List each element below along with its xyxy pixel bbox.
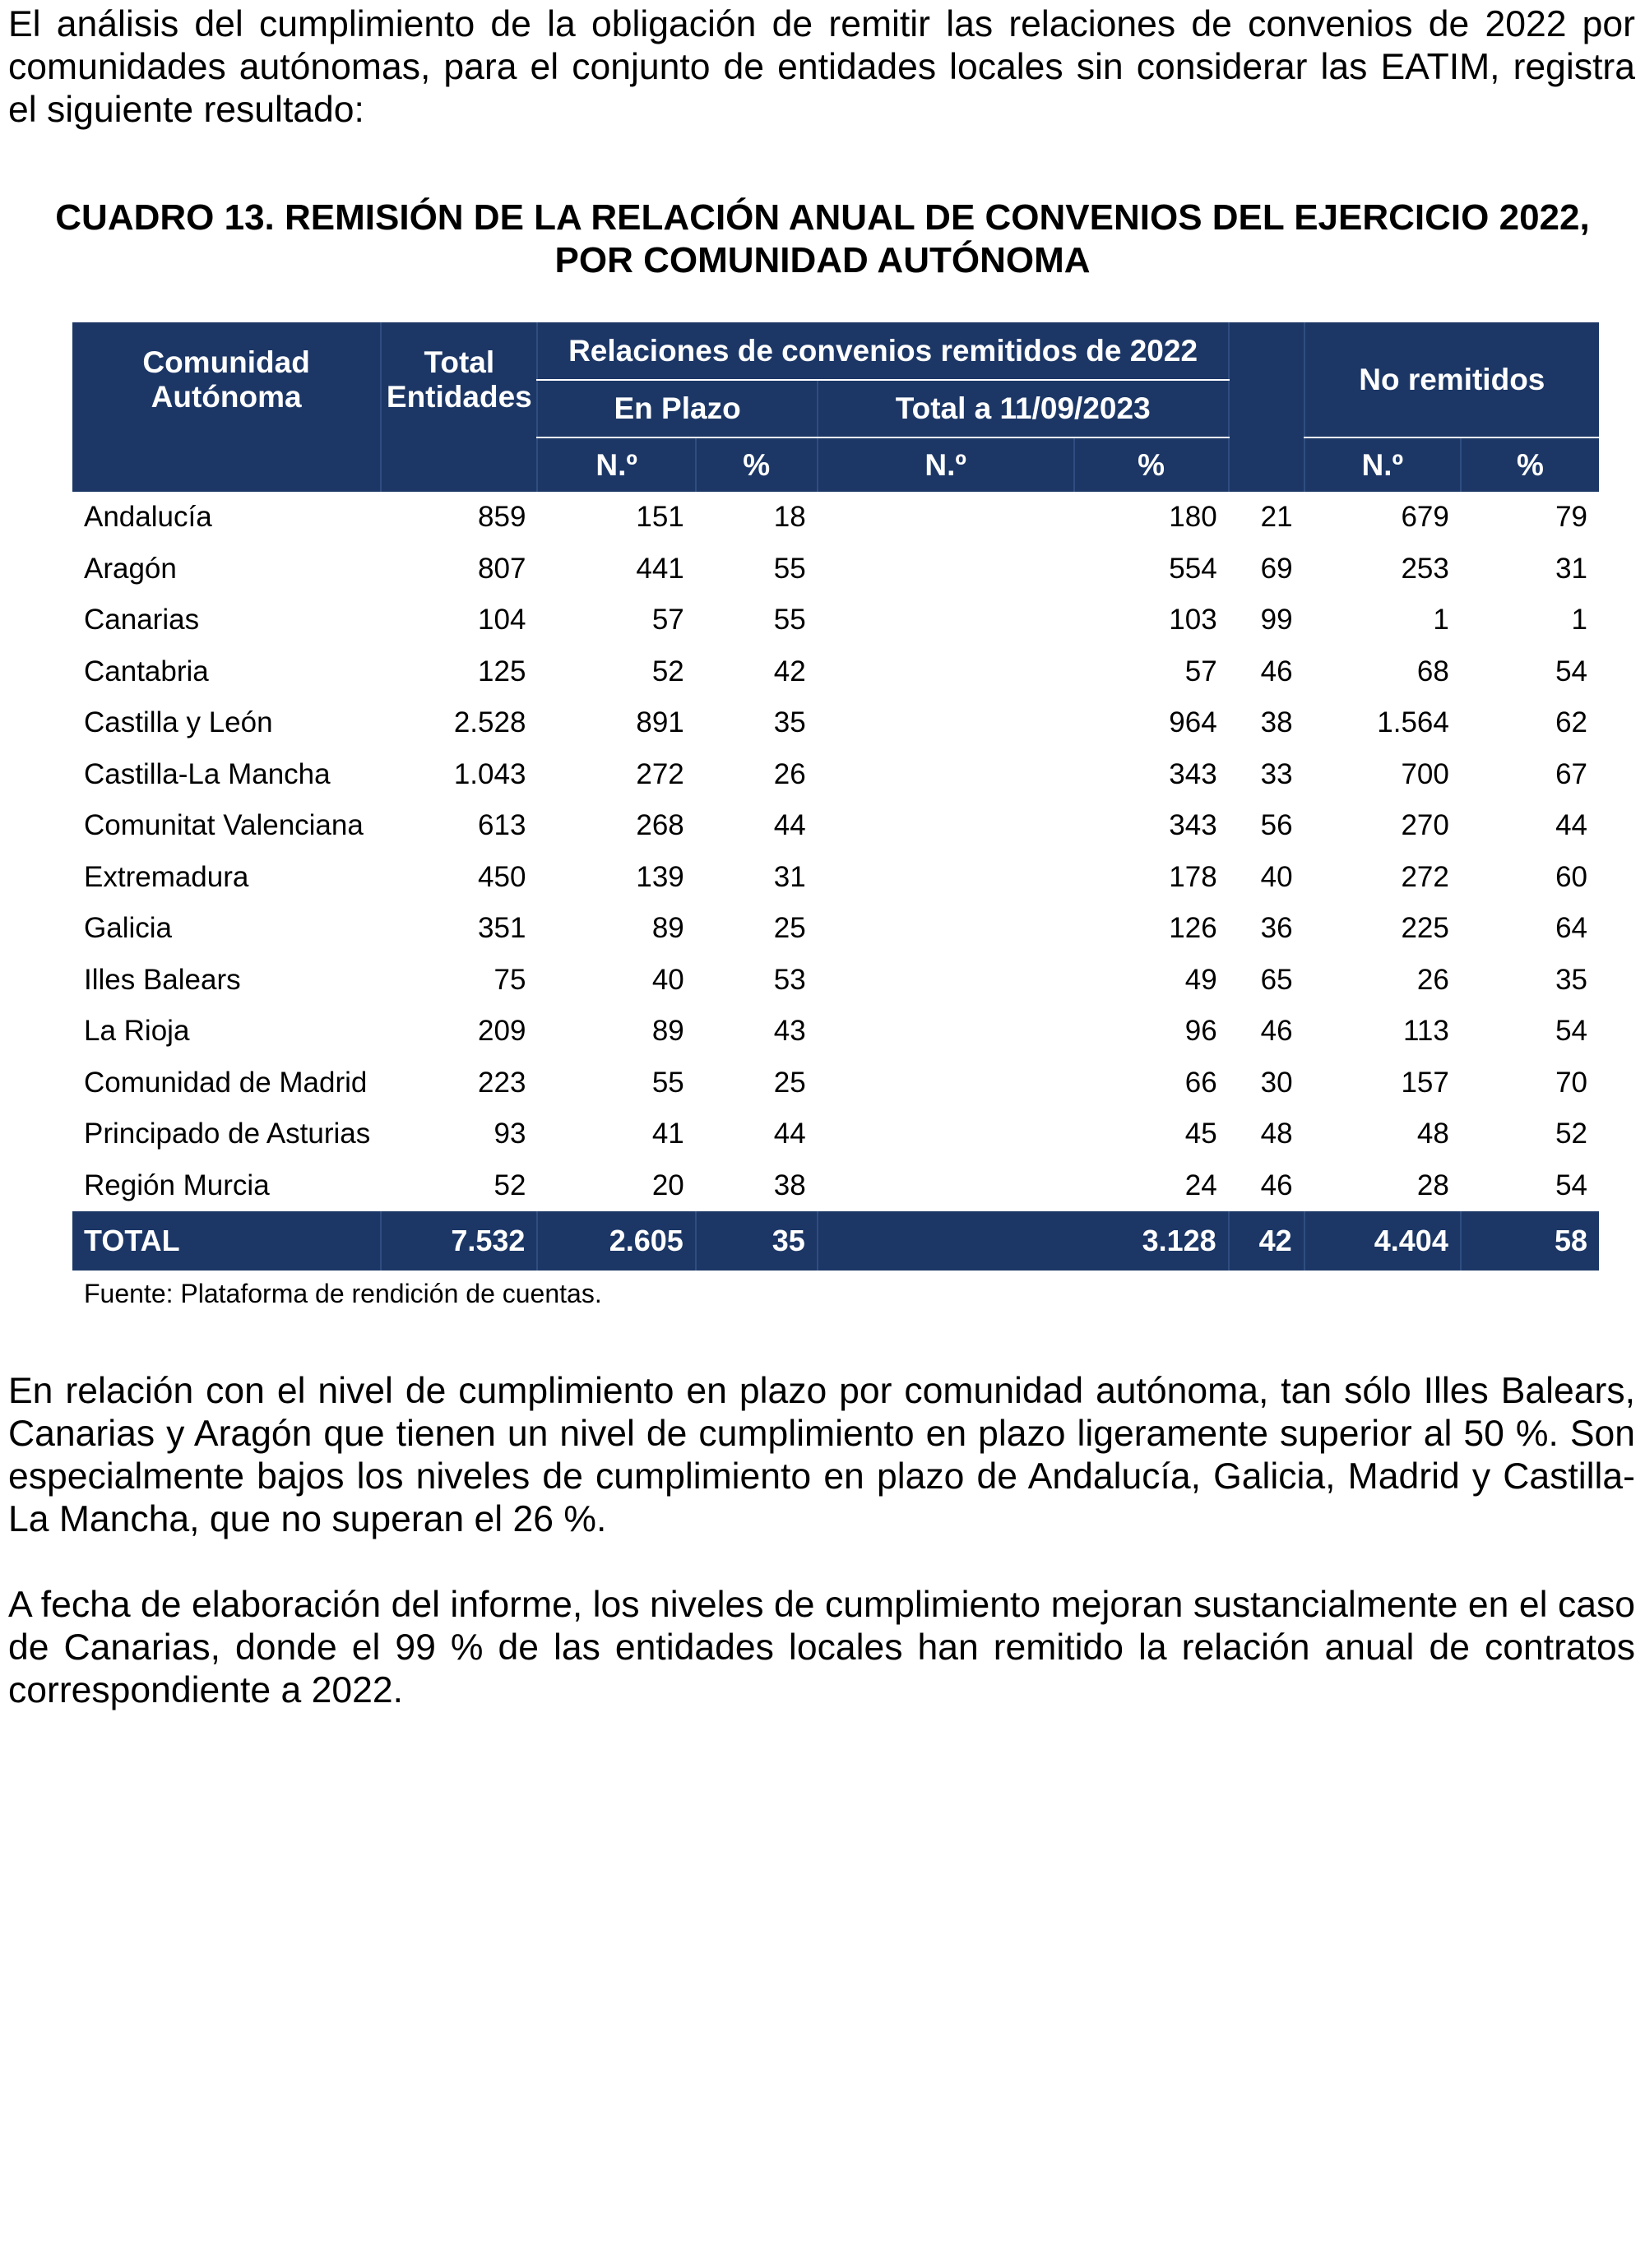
cell-total: 2.528 (453, 706, 526, 739)
cell-total: 104 (478, 604, 526, 636)
header-plazo-pct: % (696, 437, 818, 492)
header-comunidad-line2: Autónoma (151, 380, 302, 414)
cell-fecha-n: 57 (1184, 655, 1217, 687)
total-row-plazo-pct: 35 (696, 1211, 818, 1271)
cell-fecha-n: 343 (1169, 757, 1217, 790)
header-en-plazo: En Plazo (537, 380, 817, 437)
cell-name: Comunidad de Madrid (84, 1066, 368, 1099)
cell-fecha-n: 24 (1184, 1169, 1217, 1201)
cell-fecha-n: 554 (1169, 552, 1217, 585)
cell-total: 1.043 (453, 757, 526, 790)
cell-fecha-n: 96 (1184, 1015, 1217, 1048)
cell-plazo-p: 44 (773, 1118, 806, 1150)
table-row (72, 697, 1599, 749)
cell-fecha-p: 46 (1260, 655, 1293, 687)
cell-name: Castilla y León (84, 706, 273, 739)
cell-no-n: 270 (1401, 809, 1449, 842)
header-blank-2 (381, 437, 537, 492)
total-row (72, 1211, 1599, 1271)
cell-total: 52 (494, 1169, 526, 1201)
header-plazo-num: N.º (537, 437, 695, 492)
cell-plazo-p: 43 (773, 1015, 806, 1048)
cell-plazo-n: 89 (651, 1015, 684, 1048)
cell-total: 209 (478, 1015, 526, 1048)
cell-fecha-p: 48 (1260, 1118, 1293, 1150)
table-row (72, 595, 1599, 646)
convenios-table-container (72, 322, 1599, 1271)
cell-no-p: 31 (1555, 552, 1587, 585)
table-row (72, 1058, 1599, 1109)
table-row (72, 544, 1599, 595)
cell-name: Aragón (84, 552, 177, 585)
cell-no-p: 44 (1555, 809, 1587, 842)
cell-total: 351 (478, 912, 526, 945)
cell-no-n: 272 (1401, 860, 1449, 893)
cell-fecha-p: 36 (1260, 912, 1293, 945)
header-no-remitidos: No remitidos (1304, 322, 1599, 437)
cell-total: 125 (478, 655, 526, 687)
cell-no-n: 700 (1401, 757, 1449, 790)
cell-total: 613 (478, 809, 526, 842)
cell-no-p: 67 (1555, 757, 1587, 790)
table-row (72, 955, 1599, 1007)
cell-fecha-n: 126 (1169, 912, 1217, 945)
cell-plazo-n: 20 (651, 1169, 684, 1201)
table-footer (72, 1211, 1599, 1271)
header-spacer (1229, 322, 1304, 380)
cell-no-p: 79 (1555, 501, 1587, 534)
table-caption (0, 197, 1645, 282)
cell-plazo-p: 55 (773, 604, 806, 636)
total-row-fecha-num: 3.128 (818, 1211, 1229, 1271)
cell-plazo-n: 89 (651, 912, 684, 945)
cell-plazo-n: 139 (636, 860, 684, 893)
header-group-remitidos: Relaciones de convenios remitidos de 2022 (537, 322, 1228, 380)
header-blank-3 (1229, 437, 1304, 492)
total-row-entidades: 7.532 (381, 1211, 537, 1271)
cell-fecha-n: 49 (1184, 963, 1217, 996)
cell-name: Canarias (84, 604, 200, 636)
cell-name: Comunitat Valenciana (84, 809, 364, 842)
header-blank-1 (72, 437, 381, 492)
table-body (72, 492, 1599, 1211)
cell-plazo-p: 55 (773, 552, 806, 585)
cell-no-p: 70 (1555, 1066, 1587, 1099)
header-comunidad-line1: Comunidad (142, 345, 310, 379)
total-row-fecha-pct: 42 (1229, 1211, 1304, 1271)
cell-total: 75 (494, 963, 526, 996)
cell-plazo-n: 52 (651, 655, 684, 687)
cell-fecha-p: 38 (1260, 706, 1293, 739)
update-paragraph: A fecha de elaboración del informe, los niveles de cumplimiento mejoran sustancialmente en el caso de Canarias, donde el 99 % de las entidades locales han remitido la relación anual de contratos correspondiente a 2022. (8, 1585, 1635, 1710)
cell-no-p: 1 (1571, 604, 1587, 636)
cell-total: 223 (478, 1066, 526, 1099)
cell-no-n: 28 (1416, 1169, 1449, 1201)
cell-plazo-p: 26 (773, 757, 806, 790)
table-row (72, 1160, 1599, 1212)
caption-line-1: CUADRO 13. REMISIÓN DE LA RELACIÓN ANUAL DE CONVENIOS DEL EJERCICIO 2022, (55, 197, 1590, 238)
cell-no-n: 113 (1403, 1015, 1449, 1048)
cell-fecha-p: 69 (1260, 552, 1293, 585)
cell-no-p: 35 (1555, 963, 1587, 996)
table-row (72, 492, 1599, 544)
cell-no-p: 60 (1555, 860, 1587, 893)
cell-no-p: 64 (1555, 912, 1587, 945)
cell-plazo-n: 272 (636, 757, 684, 790)
header-fecha-pct: % (1074, 437, 1229, 492)
cell-name: Región Murcia (84, 1169, 270, 1201)
header-fecha-num: N.º (818, 437, 1074, 492)
cell-total: 807 (478, 552, 526, 585)
cell-fecha-n: 45 (1184, 1118, 1217, 1150)
header-total-fecha: Total a 11/09/2023 (818, 380, 1229, 437)
cell-total: 450 (478, 860, 526, 893)
cell-fecha-p: 21 (1260, 501, 1293, 534)
cell-plazo-p: 44 (773, 809, 806, 842)
convenios-table (72, 322, 1599, 1271)
cell-fecha-n: 964 (1169, 706, 1217, 739)
cell-plazo-p: 31 (773, 860, 806, 893)
cell-total: 93 (494, 1118, 526, 1150)
intro-paragraph: El análisis del cumplimiento de la obligación de remitir las relaciones de convenios de 2022 por comunidades autónomas, para el conjunto de entidades locales sin considerar las EATIM, registra el siguiente resultado: (8, 4, 1635, 130)
cell-fecha-p: 99 (1260, 604, 1293, 636)
caption-line-2: POR COMUNIDAD AUTÓNOMA (554, 240, 1091, 280)
cell-fecha-p: 56 (1260, 809, 1293, 842)
cell-plazo-n: 57 (651, 604, 684, 636)
table-row (72, 749, 1599, 801)
cell-name: Principado de Asturias (84, 1118, 371, 1150)
cell-no-n: 26 (1416, 963, 1449, 996)
cell-no-p: 52 (1555, 1118, 1587, 1150)
table-source-note: Fuente: Plataforma de rendición de cuentas. (84, 1279, 602, 1308)
cell-plazo-p: 53 (773, 963, 806, 996)
cell-plazo-p: 42 (773, 655, 806, 687)
cell-no-n: 679 (1401, 501, 1449, 534)
cell-plazo-n: 40 (651, 963, 684, 996)
table-row (72, 852, 1599, 904)
table-row (72, 903, 1599, 955)
header-no-num: N.º (1304, 437, 1461, 492)
table-row (72, 1109, 1599, 1160)
header-total-line2: Entidades (386, 380, 532, 414)
cell-fecha-p: 33 (1260, 757, 1293, 790)
total-row-no-pct: 58 (1461, 1211, 1599, 1271)
cell-name: Cantabria (84, 655, 209, 687)
cell-fecha-p: 30 (1260, 1066, 1293, 1099)
header-no-pct: % (1461, 437, 1599, 492)
cell-no-p: 62 (1555, 706, 1587, 739)
header-comunidad (72, 322, 381, 437)
total-row-label: TOTAL (72, 1211, 381, 1271)
analysis-paragraph: En relación con el nivel de cumplimiento en plazo por comunidad autónoma, tan sólo Illes Balears, Canarias y Aragón que tienen un nivel de cumplimiento en plazo ligeramente superior al 50 %. Son especialmente bajos los niveles de cumplimiento en plazo de Andalucía, Galicia, Madrid y Castilla-La Mancha, que no superan el 26 %. (8, 1371, 1635, 1539)
header-spacer-2 (1229, 380, 1304, 437)
cell-fecha-n: 178 (1169, 860, 1217, 893)
cell-fecha-p: 46 (1260, 1015, 1293, 1048)
cell-name: Castilla-La Mancha (84, 757, 331, 790)
cell-plazo-n: 55 (651, 1066, 684, 1099)
cell-name: Illes Balears (84, 963, 241, 996)
cell-name: Andalucía (84, 501, 212, 534)
cell-name: Galicia (84, 912, 172, 945)
cell-no-n: 157 (1401, 1066, 1449, 1099)
cell-plazo-p: 25 (773, 912, 806, 945)
cell-fecha-n: 180 (1169, 501, 1217, 534)
cell-total: 859 (478, 501, 526, 534)
cell-no-n: 253 (1401, 552, 1449, 585)
cell-no-n: 48 (1416, 1118, 1449, 1150)
cell-plazo-n: 441 (636, 552, 684, 585)
table-row (72, 1006, 1599, 1058)
cell-plazo-n: 891 (636, 706, 684, 739)
cell-no-n: 1.564 (1377, 706, 1449, 739)
cell-plazo-n: 268 (636, 809, 684, 842)
cell-no-p: 54 (1555, 1015, 1587, 1048)
cell-fecha-p: 40 (1260, 860, 1293, 893)
cell-fecha-p: 65 (1260, 963, 1293, 996)
cell-fecha-p: 46 (1260, 1169, 1293, 1201)
cell-fecha-n: 343 (1169, 809, 1217, 842)
cell-plazo-p: 38 (773, 1169, 806, 1201)
table-row (72, 646, 1599, 698)
cell-plazo-n: 151 (636, 501, 684, 534)
cell-name: La Rioja (84, 1015, 190, 1048)
cell-no-n: 68 (1416, 655, 1449, 687)
cell-no-n: 1 (1433, 604, 1449, 636)
header-total (381, 322, 537, 437)
header-total-line1: Total (424, 345, 495, 379)
cell-no-p: 54 (1555, 1169, 1587, 1201)
cell-fecha-n: 66 (1184, 1066, 1217, 1099)
cell-plazo-p: 25 (773, 1066, 806, 1099)
total-row-plazo-num: 2.605 (537, 1211, 695, 1271)
cell-plazo-n: 41 (651, 1118, 684, 1150)
cell-no-p: 54 (1555, 655, 1587, 687)
total-row-no-num: 4.404 (1304, 1211, 1461, 1271)
table-header (72, 322, 1599, 492)
cell-no-n: 225 (1401, 912, 1449, 945)
cell-plazo-p: 18 (773, 501, 806, 534)
cell-name: Extremadura (84, 860, 249, 893)
table-row (72, 800, 1599, 852)
cell-plazo-p: 35 (773, 706, 806, 739)
cell-fecha-n: 103 (1169, 604, 1217, 636)
